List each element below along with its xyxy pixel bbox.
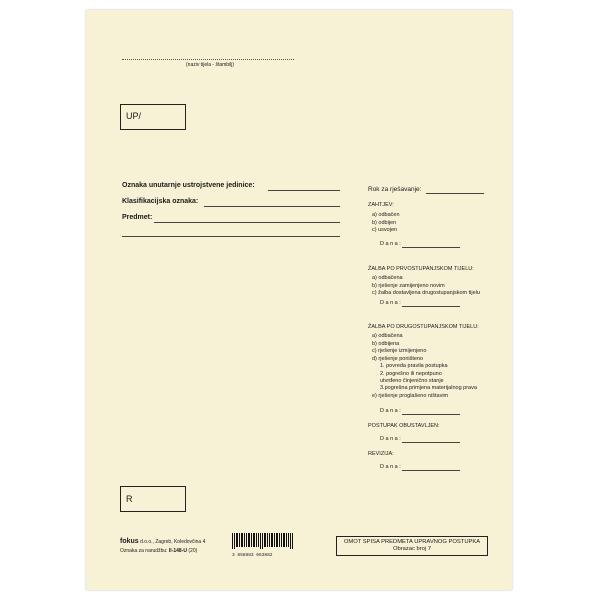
revision-label: REVIZIJA: — [368, 451, 394, 457]
publisher-company: d.o.o., Zagreb, Koledovčina 4 — [140, 539, 206, 545]
order-suffix: (20) — [188, 547, 198, 554]
deadline-label: Rok za rješavanje: — [368, 186, 422, 193]
barcode — [232, 533, 294, 558]
up-box[interactable] — [120, 104, 186, 130]
up-box-label: UP/ — [126, 111, 142, 121]
date-line-1[interactable] — [402, 247, 460, 248]
appeal-second-item: a) odbačena — [372, 333, 403, 340]
field-line-subject[interactable] — [154, 222, 340, 223]
suspended-label: POSTUPAK OBUSTAVLJEN: — [368, 423, 440, 429]
request-section — [368, 202, 508, 235]
field-line-subject-2[interactable] — [122, 236, 340, 237]
field-label-subject: Predmet: — [122, 214, 153, 221]
r-box[interactable] — [120, 486, 186, 512]
barcode-digits: 3 858883 663882 — [232, 553, 273, 558]
appeal-second-item: c) rješenje izmijenjeno — [372, 348, 427, 355]
publisher-info — [120, 537, 205, 555]
appeal-first-section — [368, 266, 508, 298]
appeal-second-item: b) odbijena — [372, 340, 400, 347]
r-box-label: R — [126, 494, 133, 504]
field-label-classification: Klasifikacijska oznaka: — [122, 198, 199, 205]
date-label: D a n a : — [380, 408, 401, 414]
date-label: D a n a : — [380, 436, 401, 442]
field-line-classification[interactable] — [204, 206, 340, 207]
form-number: Obrazac broj 7 — [392, 546, 432, 553]
form-sheet — [86, 10, 512, 590]
request-item: c) usvojen — [372, 227, 398, 234]
appeal-second-item: 1. povreda pravila postupka — [380, 363, 448, 370]
stamp-line — [122, 59, 294, 60]
appeal-first-item: c) žalba dostavljena drugostupanjskom tijelu — [372, 290, 480, 297]
appeal-second-item: 2. pogrešno ili nepotpuno — [380, 370, 442, 377]
appeal-second-item: utvrđeno činjenično stanje — [380, 377, 444, 384]
field-label-unit: Oznaka unutarnje ustrojstvene jedinice: — [122, 182, 255, 189]
appeal-second-section — [368, 324, 508, 400]
stamp-caption: (naziv tijela - štambilj) — [186, 62, 235, 68]
date-label: D a n a : — [380, 241, 401, 247]
request-title: ZAHTJEV: — [368, 202, 394, 208]
form-title: OMOT SPISA PREDMETA UPRAVNOG POSTUPKA — [343, 539, 481, 545]
date-line-4[interactable] — [402, 442, 460, 443]
appeal-second-item: d) rješenje poništeno — [372, 355, 424, 362]
appeal-second-title: ŽALBA PO DRUGOSTUPANJSKOM TIJELU: — [368, 324, 479, 330]
publisher-brand: fokus — [120, 538, 139, 545]
date-label: D a n a : — [380, 464, 401, 470]
appeal-second-item: e) rješenje proglašeno ništavim — [372, 392, 449, 399]
appeal-second-item: 3.pogrešna primjena materijalnog prava — [380, 385, 477, 392]
date-line-2[interactable] — [402, 306, 460, 307]
appeal-first-item: b) rješenje zamijenjeno novim — [372, 282, 445, 289]
request-item: a) odbačen — [372, 212, 400, 219]
appeal-first-item: a) odbačena — [372, 275, 403, 282]
order-prefix: Oznaka za narudžbu: — [120, 547, 168, 554]
order-code: II-148-U — [168, 547, 187, 554]
appeal-first-title: ŽALBA PO PRVOSTUPANJSKOM TIJELU: — [368, 266, 474, 272]
field-line-unit[interactable] — [268, 190, 340, 191]
deadline-line[interactable] — [426, 193, 484, 194]
barcode-icon — [232, 533, 294, 549]
date-label: D a n a : — [380, 300, 401, 306]
date-line-3[interactable] — [402, 414, 460, 415]
date-line-5[interactable] — [402, 470, 460, 471]
request-item: b) odbijen — [372, 219, 397, 226]
form-title-box — [336, 536, 488, 556]
